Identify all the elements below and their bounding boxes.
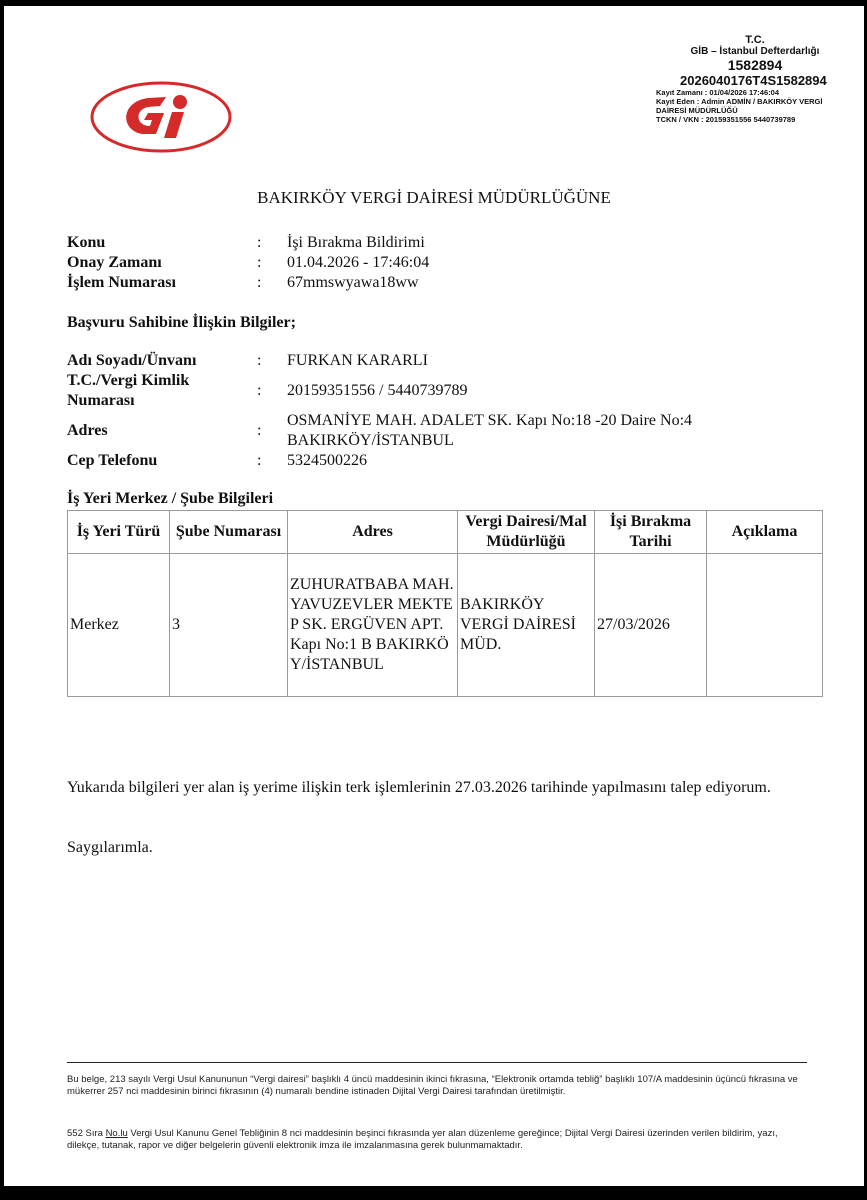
stamp-recorded-by-2: DAİRESİ MÜDÜRLÜĞÜ: [656, 106, 738, 115]
name-label: Adı Soyadı/Ünvanı: [67, 352, 197, 369]
stamp-tc: T.C.: [745, 34, 765, 46]
colon: :: [257, 274, 262, 291]
name-value: FURKAN KARARLI: [287, 352, 428, 369]
footer-legal-2-ref: No.lu: [105, 1128, 128, 1139]
islem-label: İşlem Numarası: [67, 274, 176, 291]
phone-label: Cep Telefonu: [67, 452, 158, 469]
address-value-2: BAKIRKÖY/İSTANBUL: [287, 432, 454, 449]
cell-address: ZUHURATBABA MAH. YAVUZEVLER MEKTEP SK. ERGÜVEN APT. Kapı No:1 B BAKIRKÖY/İSTANBUL: [288, 554, 458, 697]
address-label: Adres: [67, 422, 108, 439]
tc-label-2: Numarası: [67, 392, 135, 409]
document-title: BAKIRKÖY VERGİ DAİRESİ MÜDÜRLÜĞÜNE: [257, 188, 611, 207]
colon: :: [257, 422, 262, 439]
onay-label: Onay Zamanı: [67, 254, 162, 271]
konu-value: İşi Bırakma Bildirimi: [287, 234, 425, 251]
footer-legal-2-prefix: 552 Sıra: [67, 1128, 106, 1139]
branch-heading: İş Yeri Merkez / Şube Bilgileri: [67, 490, 274, 507]
col-header-type: İş Yeri Türü: [68, 511, 170, 554]
cell-note: [707, 554, 823, 697]
tc-label-1: T.C./Vergi Kimlik: [67, 372, 190, 389]
address-value-1: OSMANİYE MAH. ADALET SK. Kapı No:18 -20 Daire No:4: [287, 412, 693, 429]
colon: :: [257, 352, 262, 369]
col-header-branch-no: Şube Numarası: [170, 511, 288, 554]
stamp-record-time: Kayıt Zamanı : 01/04/2026 17:46:04: [656, 88, 779, 97]
closing-text: Saygılarımla.: [67, 839, 153, 856]
konu-label: Konu: [67, 234, 106, 251]
islem-value: 67mmswyawa18ww: [287, 274, 419, 291]
branch-table: [67, 510, 823, 697]
col-header-date: İşi Bırakma Tarihi: [595, 511, 707, 554]
cell-type: Merkez: [68, 554, 170, 697]
footer-legal-1: Bu belge, 213 sayılı Vergi Usul Kanununun “Vergi dairesi” başlıklı 4 üncü maddesinin ikinci fıkrasına, “Elektronik ortamda tebliğ” başlıklı 107/A maddesinin üçüncü fıkrasına ve mükerrer 257 nci maddesinin birinci fıkrasının (4) numaralı bendine istinaden Dijital Vergi Dairesi tarafından üretilmiştir.: [67, 1074, 798, 1097]
colon: :: [257, 254, 262, 271]
stamp-tckn: TCKN / VKN : 20159351556 5440739789: [656, 115, 796, 124]
cell-office: BAKIRKÖY VERGİ DAİRESİ MÜD.: [458, 554, 595, 697]
colon: :: [257, 452, 262, 469]
registry-stamp: [644, 34, 844, 124]
stamp-code: 2026040176T4S1582894: [680, 73, 827, 88]
stamp-number: 1582894: [727, 57, 783, 73]
footer-legal-2-rest: Vergi Usul Kanunu Genel Tebliğinin 8 nci maddesinin beşinci fıkrasında yer alan düzenleme gereğince; Dijital Vergi Dairesi üzerinden verilen bildirim, yazı, dilekçe, tutanak, rapor ve diğer belgelerin güvenli elektronik imza ile imzalanmasına gerek bulunmamaktadır.: [67, 1128, 778, 1151]
col-header-office: Vergi Dairesi/Mal Müdürlüğü: [458, 511, 595, 554]
cell-branch-no: 3: [170, 554, 288, 697]
request-text: Yukarıda bilgileri yer alan iş yerime ilişkin terk işlemlerinin 27.03.2026 tarihinde yapılmasını talep ediyorum.: [67, 779, 771, 796]
gib-logo: [90, 80, 232, 154]
table-header-row: [68, 511, 823, 554]
col-header-address: Adres: [288, 511, 458, 554]
table-row: [68, 554, 823, 697]
tc-value: 20159351556 / 5440739789: [287, 382, 468, 399]
applicant-heading: Başvuru Sahibine İlişkin Bilgiler;: [67, 314, 296, 331]
footer-divider: [67, 1062, 807, 1063]
footer-legal-2: [67, 1128, 807, 1152]
colon: :: [257, 382, 262, 399]
colon: :: [257, 234, 262, 251]
document-page: [4, 6, 864, 1186]
stamp-recorded-by: Kayıt Eden : Admin ADMİN / BAKIRKÖY VERGİ: [656, 97, 823, 106]
onay-value: 01.04.2026 - 17:46:04: [287, 254, 430, 271]
col-header-note: Açıklama: [707, 511, 823, 554]
stamp-office: GİB – İstanbul Defterdarlığı: [690, 46, 820, 57]
cell-date: 27/03/2026: [595, 554, 707, 697]
phone-value: 5324500226: [287, 452, 367, 469]
